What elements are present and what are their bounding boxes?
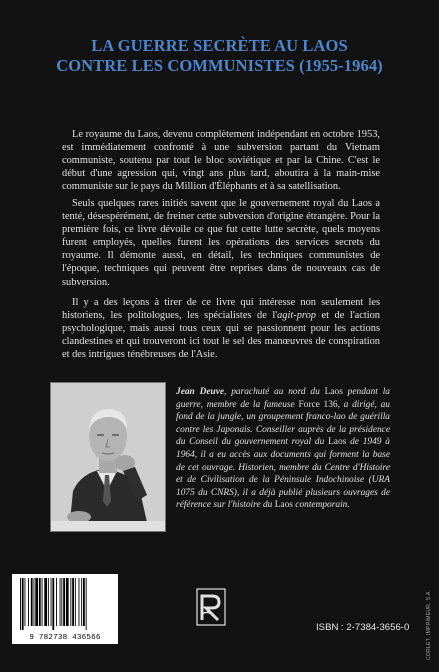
barcode-bar (51, 578, 52, 626)
barcode-bar (86, 578, 87, 630)
author-name: Jean Deuve (176, 387, 225, 397)
barcode-bar (22, 578, 24, 630)
barcode-bar (75, 578, 76, 626)
barcode (12, 574, 118, 644)
barcode-bar (72, 578, 74, 626)
bio-text-3: , a dirigé, au fond de la jungle, un groupement franco-lao de guérilla contre les Japonais. Conseiller auprès de la présidence du Conseil du gouvernement royal du (176, 399, 390, 448)
bio-laos-1: Laos (324, 387, 343, 397)
paragraph-3 (62, 296, 380, 361)
barcode-bar (34, 578, 35, 626)
title-line-2: CONTRE LES COMMUNISTES (1955-1964) (56, 56, 383, 75)
barcode-bar (28, 578, 29, 626)
barcode-bar (52, 578, 54, 630)
publisher-logo-icon (196, 588, 226, 626)
barcode-bar (56, 578, 57, 626)
barcode-bar (35, 578, 38, 626)
author-portrait (50, 382, 166, 532)
barcode-bar (66, 578, 69, 626)
paragraph-3-text-b: et de l'action psychologique, mais aussi tous ceux qui se passionnent pour les actions clandestines et qui trouveront ici tout le sel des manœuvres de conspiration et des intrigues ténébreuses de l'Asie. (62, 310, 380, 361)
author-bio (176, 386, 390, 512)
bio-text-5: contemporain. (292, 500, 350, 511)
barcode-bar (39, 578, 41, 626)
bio-text-4: de 1949 à 1964, il a eu accès aux documents qui forment la base de cet ouvrage. Historien, membre du Centre d'Histoire et de Civilisation de la Péninsule Indochinoise (URA 1075 du CNRS), il a déjà publié plusieurs ouvrages de référence sur l'histoire du (176, 437, 390, 511)
bio-laos-2: Laos (328, 437, 347, 448)
barcode-bar (44, 578, 47, 626)
barcode-bar (81, 578, 82, 626)
barcode-bar (83, 578, 85, 626)
publisher-logo-drawing (196, 588, 226, 626)
title-line-1: LA GUERRE SECRÈTE AU LAOS (91, 36, 348, 55)
barcode-bars (12, 574, 118, 632)
paragraph-1: Le royaume du Laos, devenu complètement indépendant en octobre 1953, est immédiatement confronté à une subversion partant du Vietnam communiste, soutenu par tout le bloc soviétique et par la Chine. C'est le début d'une agression qui, vingt ans plus tard, aboutira à la main-mise communiste sur le pays du Million d'Éléphants et à sa satellisation. (62, 129, 380, 193)
barcode-bar (79, 578, 80, 626)
barcode-bar (42, 578, 43, 626)
printer-credit (418, 560, 432, 660)
barcode-bar (25, 578, 26, 626)
printer-credit-text: CORLET, IMPRIMEUR, S.A. (426, 589, 432, 660)
isbn: ISBN : 2-7384-3656-0 (316, 622, 410, 633)
barcode-bar (60, 578, 61, 626)
barcode-bar (70, 578, 71, 626)
book-title (20, 36, 419, 76)
bio-laos-3: Laos (274, 500, 293, 511)
bio-text-1: , parachuté au nord du (224, 387, 325, 397)
barcode-bar (31, 578, 33, 626)
paragraph-3-text-a: Il y a des leçons à tirer de ce livre qui intéresse non seulement les historiens, les politologues, les spécialistes de l' (62, 297, 380, 322)
bio-text-2: pendant la guerre, membre de la fameuse (176, 387, 390, 410)
barcode-digits: 9 782738 436566 (29, 634, 101, 642)
barcode-bar (20, 578, 21, 630)
author-portrait-drawing (51, 383, 165, 531)
barcode-bar (61, 578, 62, 626)
barcode-bar (63, 578, 65, 626)
bio-force-136: Force 136 (298, 399, 338, 410)
paragraph-3-italic: agit-prop (277, 310, 316, 322)
paragraph-2: Seuls quelques rares initiés savent que le gouvernement royal du Laos a tenté, désespérément, de freiner cette subversion d'origine étrangère. Pour la première fois, ce livre dévoile ce que fut cette lutte secrète, quels moyens furent employés, quelles furent les opérations des services secrets du royaume. Il démonte aussi, en détail, les techniques communistes de l'époque, techniques qui peuvent être reprises dans de nouveaux cas de subversion. (62, 198, 380, 288)
barcode-bar (48, 578, 49, 626)
